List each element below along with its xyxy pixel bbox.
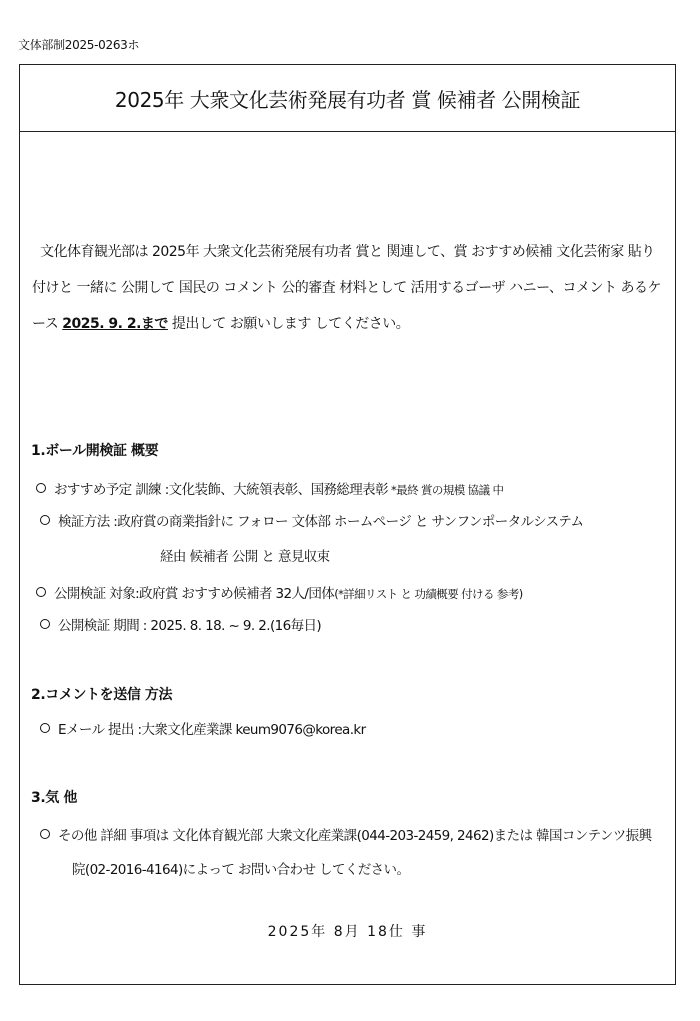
circle-bullet-icon	[36, 483, 46, 493]
section3-item-1: その他 詳細 事項は 文化体育観光部 大衆文化産業課(044-203-2459, 2462)または 韓国コンテンツ振興	[40, 824, 652, 844]
circle-bullet-icon	[40, 515, 50, 525]
issue-date: 2025年 8月 18仕 事	[267, 924, 428, 940]
document-frame	[19, 64, 676, 985]
circle-bullet-icon	[40, 619, 50, 629]
section1-heading: 1.ボール開検証 概要	[31, 443, 159, 459]
section1-item-1: おすすめ予定 訓練 :文化装飾、大統領表彰、国務総理表彰 *最終 賞の規模 協議 中	[36, 478, 503, 498]
section1-item-2-continued: 経由 候補者 公開 と 意見収束	[160, 549, 330, 565]
document-id: 文体部制2025-0263ホ	[18, 38, 140, 52]
section3-heading: 3.気 他	[31, 790, 77, 806]
intro-paragraph	[32, 234, 667, 342]
intro-text: 文化体育観光部は 2025年 大衆文化芸術発展有功者 賞と 関連して、賞 おすすめ候補 文化芸術家 貼り付けと 一緒に 公開して 国民の コメント 公的審査 材料として 活用するゴーザ ハニー、コメント あるケース	[32, 244, 661, 332]
section1-item-3: 公開検証 対象:政府賞 おすすめ候補者 32人/団体(*詳細リスト と 功績概要 付ける 参考)	[36, 582, 523, 602]
document-body	[20, 132, 675, 984]
circle-bullet-icon	[40, 723, 50, 733]
title-box	[20, 65, 675, 132]
section3-item-1-continued: 院(02-2016-4164)によって お問い合わせ してください。	[72, 862, 410, 878]
section2-heading: 2.コメントを送信 方法	[31, 687, 173, 703]
section1-item-2: 検証方法 :政府賞の商業指針に フォロー 文体部 ホームページ と サンフンポータルシステム	[40, 510, 583, 530]
document-title: 2025年 大衆文化芸術発展有功者 賞 候補者 公開検証	[114, 87, 581, 112]
section2-item-1: Eメール 提出 :大衆文化産業課 keum9076@korea.kr	[40, 718, 366, 738]
note-text: *最終 賞の規模 協議 中	[387, 483, 504, 497]
intro-text-end: 提出して お願いします してください。	[167, 316, 410, 332]
deadline-date: 2025. 9. 2.まで	[62, 316, 168, 332]
section1-item-4: 公開検証 期間 : 2025. 8. 18. ~ 9. 2.(16毎日)	[40, 614, 321, 634]
circle-bullet-icon	[36, 587, 46, 597]
note-text: (*詳細リスト と 功績概要 付ける 参考)	[334, 587, 523, 601]
circle-bullet-icon	[40, 829, 50, 839]
